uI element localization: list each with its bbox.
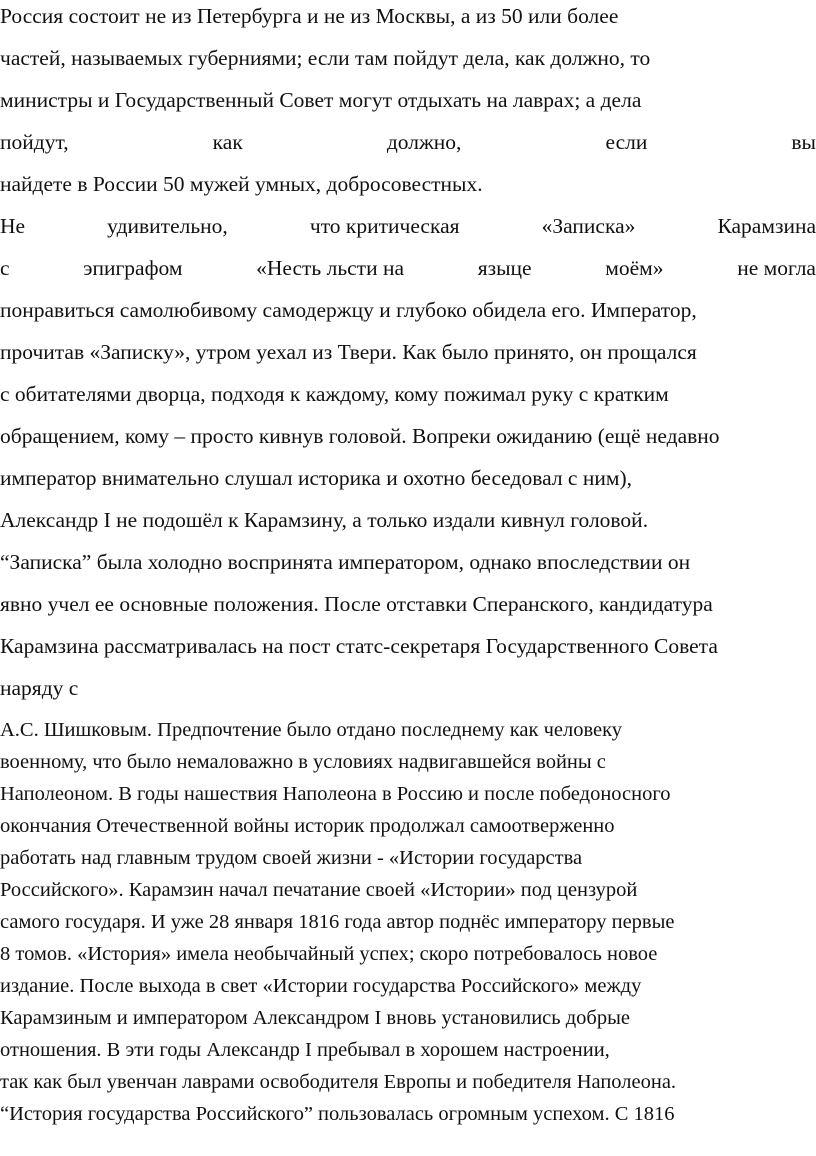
justified-line [0, 254, 816, 282]
text-line: военному, что было немаловажно в условиях надвигавшейся войны с [0, 751, 606, 773]
word: что критическая [309, 214, 460, 238]
text-line: так как был увенчан лаврами освободителя Европы и победителя Наполеона. [0, 1071, 677, 1093]
text-line: издание. После выхода в свет «Истории государства Российского» между [0, 975, 642, 997]
text-line: “История государства Российского” пользовалась огромным успехом. С 1816 [0, 1103, 675, 1125]
text-line: “Записка” была холодно воспринята императором, однако впоследствии он [0, 550, 691, 574]
text-line: понравиться самолюбивому самодержцу и глубоко обидела его. Император, [0, 298, 697, 322]
text-line: Россия состоит не из Петербурга и не из Москвы, а из 50 или более [0, 4, 619, 28]
text-line: найдете в России 50 мужей умных, добросовестных. [0, 172, 483, 196]
text-line: с обитателями дворца, подходя к каждому, кому пожимал руку с кратким [0, 382, 669, 406]
word: если [605, 130, 648, 154]
text-line: отношения. В эти годы Александр I пребывал в хорошем настроении, [0, 1039, 610, 1061]
text-line: император внимательно слушал историка и охотно беседовал с ним), [0, 466, 632, 490]
text-line: обращением, кому – просто кивнув головой. Вопреки ожиданию (ещё недавно [0, 424, 720, 448]
justified-line [0, 212, 816, 240]
word: Не [0, 214, 26, 238]
word: «Записка» [541, 214, 636, 238]
text-line: наряду с [0, 676, 79, 700]
word: языце [477, 256, 532, 280]
word: Карамзина [717, 214, 816, 238]
text-line: Александр I не подошёл к Карамзину, а только издали кивнул головой. [0, 508, 649, 532]
text-line: явно учел ее основные положения. После отставки Сперанского, кандидатура [0, 592, 713, 616]
word: моём» [605, 256, 664, 280]
word: с [0, 256, 10, 280]
text-line: Российского». Карамзин начал печатание своей «Истории» под цензурой [0, 879, 638, 901]
word: удивительно, [107, 214, 228, 238]
text-line: частей, называемых губерниями; если там пойдут дела, как должно, то [0, 46, 651, 70]
word: пойдут, [0, 130, 69, 154]
text-line: А.С. Шишковым. Предпочтение было отдано последнему как человеку [0, 719, 623, 741]
text-line: работать над главным трудом своей жизни - «Истории государства [0, 847, 583, 869]
text-line: прочитав «Записку», утром уехал из Твери. Как было принято, он прощался [0, 340, 697, 364]
word: не могла [737, 256, 816, 280]
word: «Несть льсти на [256, 256, 405, 280]
word: эпиграфом [83, 256, 183, 280]
text-line: министры и Государственный Совет могут отдыхать на лаврах; а дела [0, 88, 642, 112]
text-line: Карамзиным и императором Александром I вновь установились добрые [0, 1007, 630, 1029]
word: вы [791, 130, 816, 154]
text-line: самого государя. И уже 28 января 1816 года автор поднёс императору первые [0, 911, 675, 933]
word: должно, [386, 130, 462, 154]
text-line: окончания Отечественной войны историк продолжал самоотверженно [0, 815, 615, 837]
justified-line [0, 128, 816, 156]
text-line: 8 томов. «История» имела необычайный успех; скоро потребовалось новое [0, 943, 658, 965]
text-line: Наполеоном. В годы нашествия Наполеона в Россию и после победоносного [0, 783, 671, 805]
word: как [212, 130, 243, 154]
text-line: Карамзина рассматривалась на пост статс-секретаря Государственного Совета [0, 634, 718, 658]
